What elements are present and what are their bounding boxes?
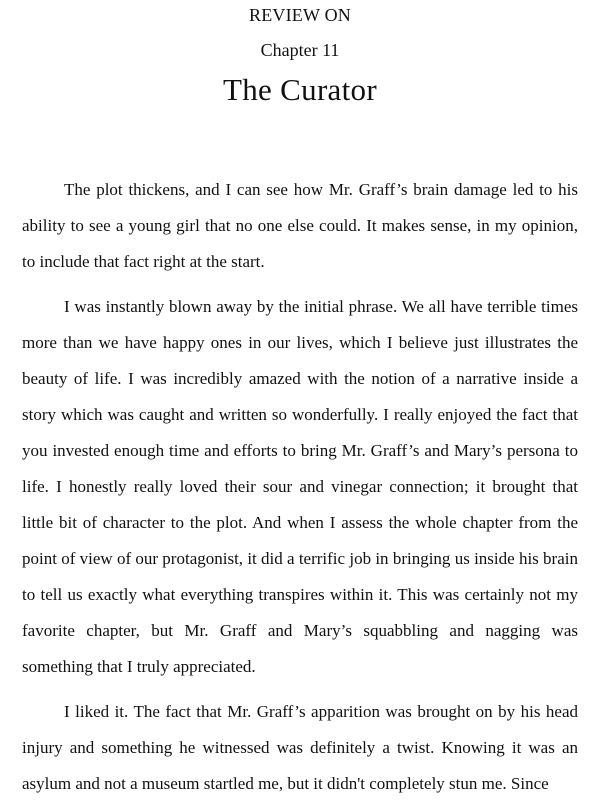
review-label: REVIEW ON: [249, 5, 351, 25]
chapter-number: Chapter 11: [260, 40, 340, 60]
review-body: [22, 172, 578, 811]
paragraph: I liked it. The fact that Mr. Graff’s apparition was brought on by his head injury and something he witnessed was definitely a twist. Knowing it was an asylum and not a museum startled me, but it didn't completely stun me. Since: [22, 702, 578, 793]
paragraph: The plot thickens, and I can see how Mr. Graff’s brain damage led to his ability to see a young girl that no one else could. It makes sense, in my opinion, to include that fact right at the start.: [22, 180, 578, 271]
page-title: The Curator: [223, 72, 377, 107]
paragraph: I was instantly blown away by the initial phrase. We all have terrible times more than we have happy ones in our lives, which I believe just illustrates the beauty of life. I was incredibly amazed with the notion of a narrative inside a story which was caught and written so wonderfully. I really enjoyed the fact that you invested enough time and efforts to bring Mr. Graff’s and Mary’s persona to life. I honestly really loved their sour and vinegar connection; it brought that little bit of character to the plot. And when I assess the whole chapter from the point of view of our protagonist, it did a terrific job in bringing us inside his brain to tell us exactly what everything transpires within it. This was certainly not my favorite chapter, but Mr. Graff and Mary’s squabbling and nagging was something that I truly appreciated.: [22, 297, 578, 676]
